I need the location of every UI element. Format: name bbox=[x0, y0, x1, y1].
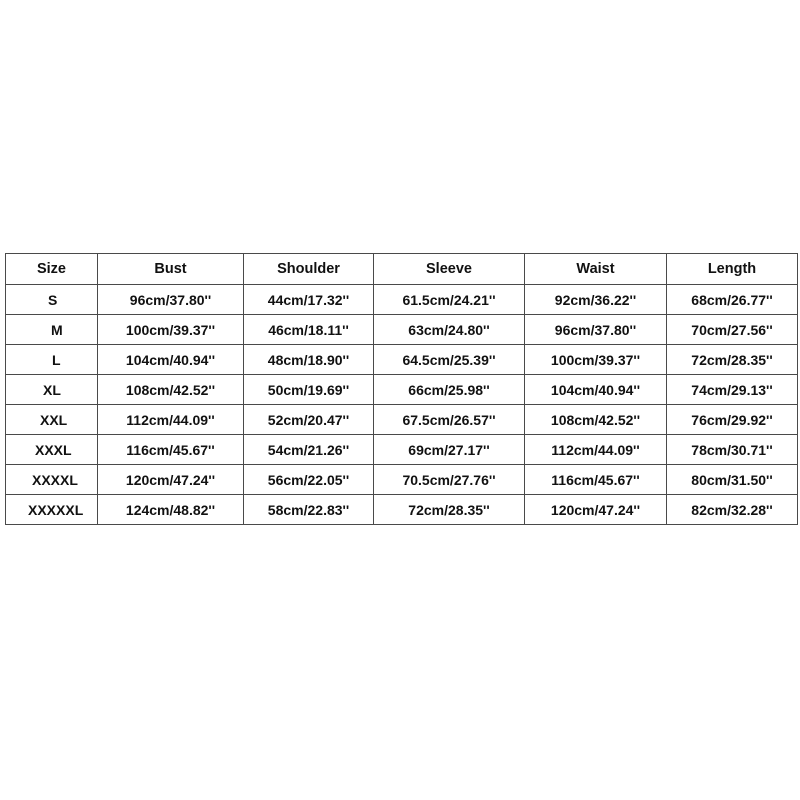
shoulder-cell: 56cm/22.05'' bbox=[244, 465, 374, 495]
sleeve-cell: 64.5cm/25.39'' bbox=[374, 345, 525, 375]
waist-cell: 116cm/45.67'' bbox=[525, 465, 667, 495]
sleeve-cell: 70.5cm/27.76'' bbox=[374, 465, 525, 495]
table-row bbox=[6, 465, 798, 495]
bust-cell: 100cm/39.37'' bbox=[98, 315, 244, 345]
shoulder-cell: 54cm/21.26'' bbox=[244, 435, 374, 465]
shoulder-cell: 44cm/17.32'' bbox=[244, 285, 374, 315]
size-label: L bbox=[52, 351, 61, 368]
sleeve-cell: 63cm/24.80'' bbox=[374, 315, 525, 345]
size-chart-body bbox=[6, 285, 798, 525]
size-label: S bbox=[48, 291, 58, 308]
size-label: XXXXXL bbox=[28, 501, 84, 518]
table-row bbox=[6, 315, 798, 345]
size-label: XXXXL bbox=[32, 471, 78, 488]
size-cell bbox=[6, 465, 98, 495]
bust-cell: 112cm/44.09'' bbox=[98, 405, 244, 435]
length-cell: 68cm/26.77'' bbox=[667, 285, 798, 315]
bust-cell: 108cm/42.52'' bbox=[98, 375, 244, 405]
shoulder-cell: 48cm/18.90'' bbox=[244, 345, 374, 375]
waist-cell: 112cm/44.09'' bbox=[525, 435, 667, 465]
size-label: XXL bbox=[40, 411, 68, 428]
size-label: M bbox=[51, 321, 63, 338]
bust-cell: 124cm/48.82'' bbox=[98, 495, 244, 525]
sleeve-cell: 72cm/28.35'' bbox=[374, 495, 525, 525]
size-cell bbox=[6, 495, 98, 525]
size-cell bbox=[6, 435, 98, 465]
size-cell bbox=[6, 375, 98, 405]
length-cell: 82cm/32.28'' bbox=[667, 495, 798, 525]
header-size: Size bbox=[6, 254, 98, 285]
length-cell: 78cm/30.71'' bbox=[667, 435, 798, 465]
size-cell bbox=[6, 315, 98, 345]
table-row bbox=[6, 285, 798, 315]
table-row bbox=[6, 345, 798, 375]
size-chart-table bbox=[5, 253, 798, 525]
length-cell: 80cm/31.50'' bbox=[667, 465, 798, 495]
size-cell bbox=[6, 285, 98, 315]
waist-cell: 104cm/40.94'' bbox=[525, 375, 667, 405]
length-cell: 74cm/29.13'' bbox=[667, 375, 798, 405]
length-cell: 70cm/27.56'' bbox=[667, 315, 798, 345]
waist-cell: 100cm/39.37'' bbox=[525, 345, 667, 375]
length-cell: 76cm/29.92'' bbox=[667, 405, 798, 435]
sleeve-cell: 67.5cm/26.57'' bbox=[374, 405, 525, 435]
bust-cell: 96cm/37.80'' bbox=[98, 285, 244, 315]
shoulder-cell: 58cm/22.83'' bbox=[244, 495, 374, 525]
size-label: XL bbox=[43, 381, 61, 398]
header-bust: Bust bbox=[98, 254, 244, 285]
header-shoulder: Shoulder bbox=[244, 254, 374, 285]
sleeve-cell: 61.5cm/24.21'' bbox=[374, 285, 525, 315]
table-row bbox=[6, 405, 798, 435]
header-sleeve: Sleeve bbox=[374, 254, 525, 285]
shoulder-cell: 52cm/20.47'' bbox=[244, 405, 374, 435]
waist-cell: 96cm/37.80'' bbox=[525, 315, 667, 345]
sleeve-cell: 66cm/25.98'' bbox=[374, 375, 525, 405]
size-chart-header bbox=[6, 254, 798, 285]
length-cell: 72cm/28.35'' bbox=[667, 345, 798, 375]
table-row bbox=[6, 435, 798, 465]
waist-cell: 92cm/36.22'' bbox=[525, 285, 667, 315]
header-waist: Waist bbox=[525, 254, 667, 285]
waist-cell: 108cm/42.52'' bbox=[525, 405, 667, 435]
table-row bbox=[6, 375, 798, 405]
waist-cell: 120cm/47.24'' bbox=[525, 495, 667, 525]
shoulder-cell: 46cm/18.11'' bbox=[244, 315, 374, 345]
bust-cell: 120cm/47.24'' bbox=[98, 465, 244, 495]
size-cell bbox=[6, 405, 98, 435]
bust-cell: 116cm/45.67'' bbox=[98, 435, 244, 465]
size-label: XXXL bbox=[35, 441, 72, 458]
shoulder-cell: 50cm/19.69'' bbox=[244, 375, 374, 405]
header-row bbox=[6, 254, 798, 285]
table-row bbox=[6, 495, 798, 525]
size-cell bbox=[6, 345, 98, 375]
sleeve-cell: 69cm/27.17'' bbox=[374, 435, 525, 465]
bust-cell: 104cm/40.94'' bbox=[98, 345, 244, 375]
header-length: Length bbox=[667, 254, 798, 285]
